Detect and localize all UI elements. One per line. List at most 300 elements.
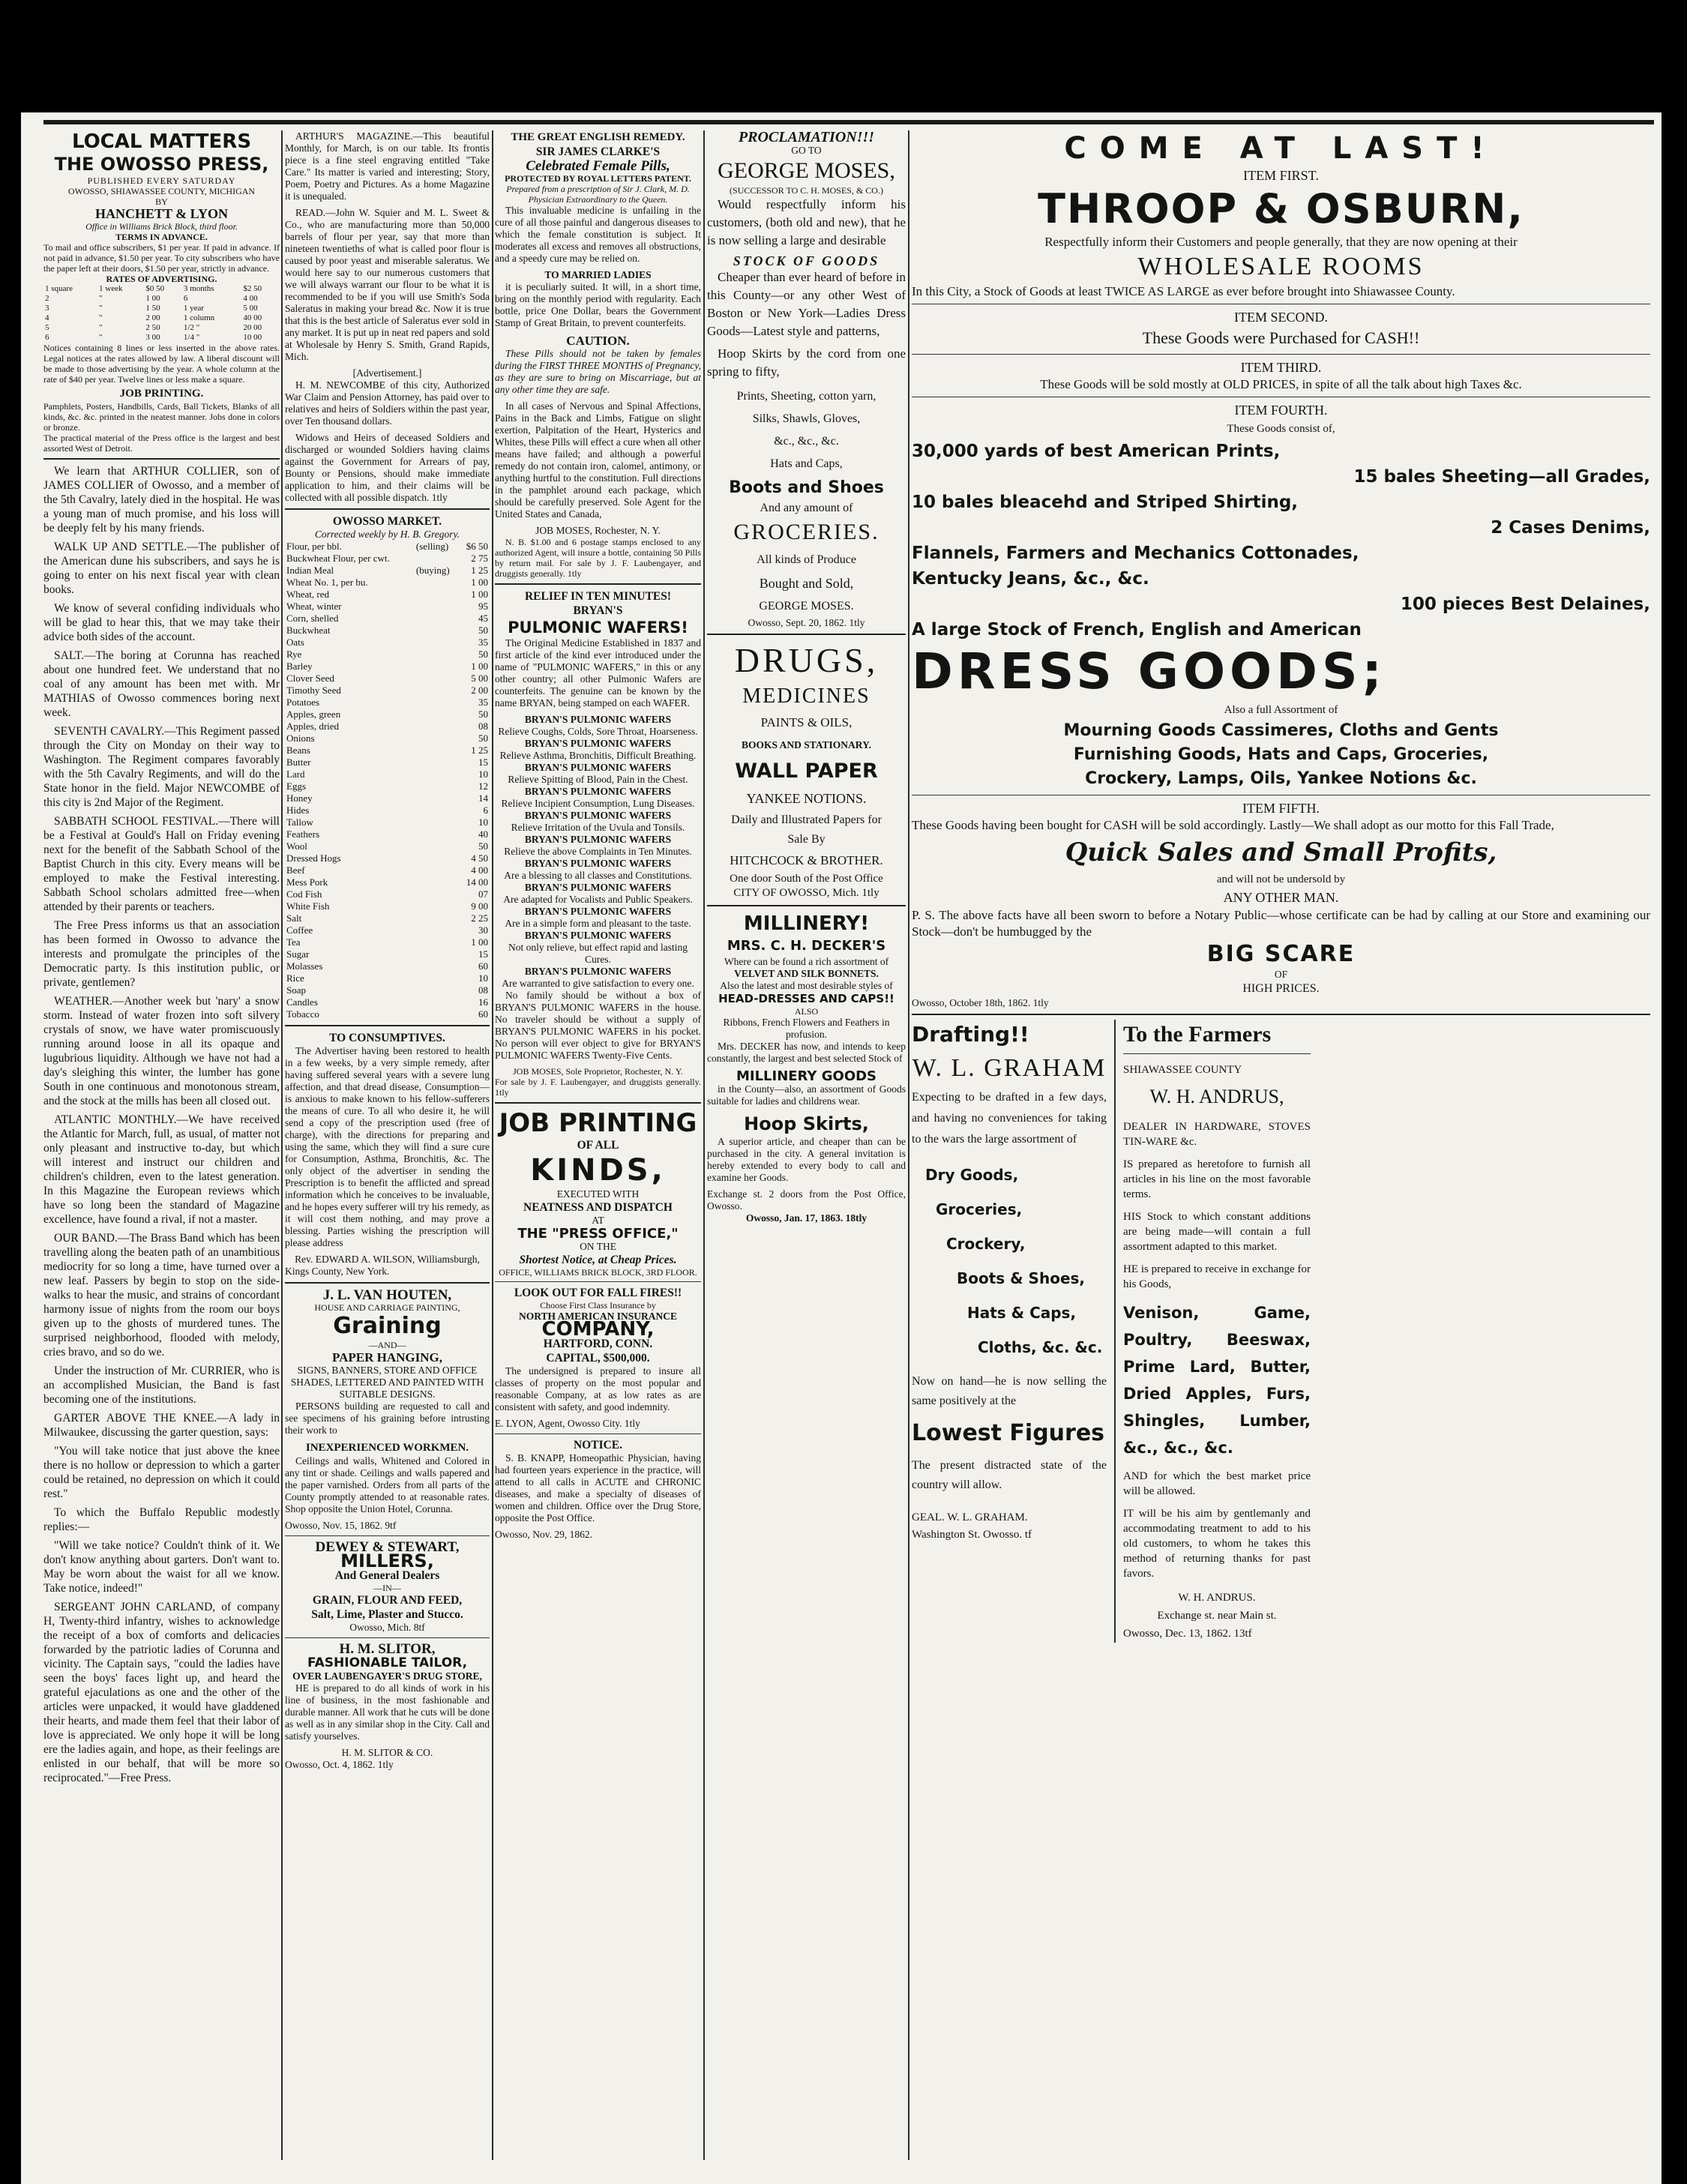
bottom-ads (912, 1020, 1650, 1643)
andrus-loc: Exchange st. near Main st. (1157, 1610, 1277, 1622)
rates-cell: 1/4 " (183, 333, 200, 342)
news-item: H. M. NEWCOMBE of this city, Authorized War Claim and Pension Attorney, has paid over to relatives and heirs of Soldiers within the past year, over Ten thousand dollars. (285, 379, 490, 427)
place: OWOSSO, SHIAWASSEE COUNTY, MICHIGAN (67, 186, 256, 196)
market-row (285, 768, 490, 780)
divider (285, 1282, 490, 1284)
market-row (285, 565, 490, 577)
market-row (285, 900, 490, 912)
decker-10: A superior article, and cheaper than can be purchased in the city. A general invitation is hereby extended to every body to call and examine her Goods. (707, 1136, 906, 1183)
throop-text2: In this City, a Stock of Goods at least TWICE AS LARGE as ever before brought into Shiawassee County. (912, 284, 1455, 298)
top-rule (43, 120, 1654, 124)
decker-7: Mrs. DECKER has now, and intends to keep constantly, the largest and best selected Stock of (707, 1041, 906, 1064)
moses-name: GEORGE MOSES, (718, 158, 895, 183)
slitor-sig: H. M. SLITOR & CO. (341, 1747, 433, 1758)
item-third: ITEM THIRD. (1240, 360, 1322, 375)
dewey-loc: Owosso, Mich. 8tf (349, 1622, 425, 1633)
market-cell: Coffee (286, 924, 313, 936)
graham-list-item: Crockery, (946, 1235, 1026, 1253)
market-cell: 16 (478, 996, 488, 1008)
rates-cell: 3 months (183, 284, 214, 293)
market-cell: Beans (286, 744, 310, 756)
news-item: SALT.—The boring at Corunna has reached about one hundred feet. We understand that no coal of any amount has been met with. Mr MATHIAS of Owosso commences boring next week. (43, 649, 280, 719)
market-cell: 1 25 (471, 744, 488, 756)
market-row (285, 948, 490, 960)
notice-text: S. B. KNAPP, Homeopathic Physician, having had fourteen years experience in the practice, will attend to all calls in ACUTE and CHRONIC diseases, and make a specialty of diseases of women and children. Office over the Drug Store, opposite the Post Office. (495, 1452, 701, 1523)
market-row (285, 984, 490, 996)
wafers-agent: JOB MOSES, Sole Proprietor, Rochester, N. Y. (513, 1066, 683, 1077)
moses-text8: And any amount of (760, 502, 853, 514)
divider (285, 1535, 490, 1536)
consumptives-sig: Rev. EDWARD A. WILSON, Williamsburgh, (295, 1254, 480, 1265)
rates-cell: 1 week (99, 284, 123, 293)
vanhouten-paper: PAPER HANGING, (331, 1350, 442, 1365)
market-sub: Corrected weekly by H. B. Gregory. (314, 529, 460, 540)
market-cell: Lard (286, 768, 305, 780)
hitch-medicines: MEDICINES (742, 685, 870, 708)
dewey-goods2: Salt, Lime, Plaster and Stucco. (311, 1608, 463, 1621)
wafer-item-head: BRYAN'S PULMONIC WAFERS (524, 834, 672, 845)
news-item: Widows and Heirs of deceased Soldiers and discharged or wounded Soldiers having claims against the Government for Arrears of pay, Bounty or Pensions, should make immediate application to him, and their claims will be collected with all possible dispatch. 1tly (285, 432, 490, 503)
wafer-item-head: BRYAN'S PULMONIC WAFERS (524, 906, 672, 917)
moses-sig: GEORGE MOSES. (759, 600, 854, 613)
decker-date: Owosso, Jan. 17, 1863. 18tly (745, 1212, 867, 1224)
market-cell: Buckwheat Flour, per cwt. (286, 553, 390, 564)
consist-line: These Goods consist of, (1227, 423, 1335, 435)
market-cell: 1 25 (471, 565, 488, 576)
wafer-item-text: Relieve Asthma, Bronchitis, Difficult Breathing. (499, 750, 697, 761)
news-item: OUR BAND.—The Brass Band which has been travelling along the beaten path of an unambitious mediocrity for so long a time, have turned over a new leaf. Passers by begin to stop on the side-walks to hear the music, and strains of concordant harmony issue of nights from the room our boys given up to the ghosts of murdered tunes. The surprised neighborhood, flooded with melody, cries bravo, and so do we. (43, 1232, 280, 1359)
market-cell: 2 25 (471, 912, 488, 924)
market-cell: Wheat, red (286, 589, 330, 600)
moses-text1: Would respectfully inform his customers, (both old and new), that he is now selling a large and desirable (707, 197, 906, 247)
wafer-item-text: Are a blessing to all classes and Constitutions. (504, 870, 692, 881)
market-cell (415, 948, 460, 960)
news-item: Under the instruction of Mr. CURRIER, who is an accomplished Musician, the Band is fast becoming one of the institutions. (43, 1365, 280, 1406)
wafer-item-head: BRYAN'S PULMONIC WAFERS (524, 786, 672, 797)
publishers: HANCHETT & LYON (94, 206, 229, 221)
market-row (285, 744, 490, 756)
market-cell: Tallow (286, 816, 313, 828)
market-cell (415, 900, 460, 912)
mourning-item: Crockery, Lamps, Oils, Yankee Notions &c. (1085, 769, 1477, 788)
market-row (285, 625, 490, 637)
market-row (285, 816, 490, 828)
rates-row (43, 333, 280, 343)
market-cell: 1 00 (471, 936, 488, 948)
market-cell: Honey (286, 792, 313, 804)
rates-cell: 10 00 (243, 333, 262, 342)
market-cell: $6 50 (466, 541, 488, 552)
market-cell: 60 (478, 1008, 488, 1020)
graham-list-item: Groceries, (936, 1200, 1023, 1218)
slitor-date: Owosso, Oct. 4, 1862. 1tly (285, 1759, 394, 1770)
rates-cell: 40 00 (243, 313, 262, 322)
market-cell: Soap (286, 984, 306, 996)
market-cell: Molasses (286, 960, 323, 972)
market-cell: 10 (478, 768, 488, 780)
divider (285, 508, 490, 510)
rates-cell: 1 column (183, 313, 215, 322)
decker-8: MILLINERY GOODS (736, 1068, 877, 1084)
market-cell: Flour, per bbl. (286, 541, 342, 552)
column-rule (703, 130, 705, 2160)
market-cell: Wheat No. 1, per bu. (286, 577, 368, 588)
goods-item: 15 bales Sheeting—all Grades, (1353, 467, 1650, 487)
market-cell (415, 912, 460, 924)
market-cell (415, 792, 460, 804)
vanhouten-text2: Ceilings and walls, Whitened and Colored in any tint or shade. Ceilings and walls papered and the paper varnished. Orders from all parts of the County promptly attended to at reasonable rates. Shop opposite the Union Hotel, Corunna. (285, 1455, 490, 1514)
graham-text2: Now on hand—he is now selling the same positively at the (912, 1375, 1107, 1407)
rates-cell: 2 00 (145, 313, 160, 322)
hitch-papers: Daily and Illustrated Papers for (731, 813, 882, 826)
market-cell: Cod Fish (286, 888, 322, 900)
goods-item: 100 pieces Best Delaines, (1400, 595, 1650, 614)
rates-cell: " (99, 304, 103, 313)
andrus-text3: HIS Stock to which constant additions are being made—will contain a full assortment adapted to this market. (1123, 1211, 1311, 1253)
throop-text6: and will not be undersold by (1216, 873, 1346, 885)
news-item: ATLANTIC MONTHLY.—We have received the Atlantic for March, full, as usual, of matter not only pleasant and instructive to-day, but which will interest and instruct our children and children's children, even to the latest generation. In this Magazine the European reviews which have so long been the standard of Magazine excellence, have found a rival, if not a master. (43, 1113, 280, 1226)
rates-cell: $2 50 (243, 284, 262, 293)
market-cell (415, 768, 460, 780)
market-row (285, 912, 490, 924)
proclamation: PROCLAMATION!!! (738, 130, 875, 145)
wafer-item-head: BRYAN'S PULMONIC WAFERS (524, 930, 672, 941)
slitor-name: H. M. SLITOR, (339, 1641, 436, 1657)
andrus-text5: AND for which the best market price will be allowed. (1123, 1470, 1311, 1497)
news-item: ARTHUR'S MAGAZINE.—This beautiful Monthly, for March, is on our table. Its frontis piece is a fine steel engraving entitled "Take Care." Its matter is varied and interesting; Story, Poem, Poetry and Pictures. As a home Magazine it is unequaled. (285, 130, 490, 202)
throop-text1: Respectfully inform their Customers and people generally, that they are now opening at their (1044, 235, 1518, 249)
market-cell: 30 (478, 924, 488, 936)
news-item: To which the Buffalo Republic modestly replies:— (43, 1506, 280, 1533)
moses-stock: STOCK OF GOODS (733, 253, 880, 268)
remedy-married: TO MARRIED LADIES (544, 269, 652, 280)
wafers-sale: For sale by J. F. Laubengayer, and druggists generally. 1tly (495, 1077, 701, 1098)
market-cell (415, 828, 460, 840)
andrus-name: W. H. ANDRUS, (1149, 1086, 1284, 1107)
graham-drafting: Drafting!! (912, 1022, 1029, 1047)
market-cell: Hides (286, 804, 310, 816)
market-cell (415, 840, 460, 852)
fire-sig: E. LYON, Agent, Owosso City. 1tly (495, 1418, 640, 1429)
relief-head: RELIEF IN TEN MINUTES! (524, 590, 672, 603)
wafer-item-head: BRYAN'S PULMONIC WAFERS (524, 810, 672, 821)
graham-lowest: Lowest Figures (912, 1420, 1105, 1446)
jobprint-neat: NEATNESS AND DISPATCH (523, 1201, 673, 1214)
divider (495, 1102, 701, 1104)
moses-text9: All kinds of Produce (757, 553, 856, 566)
market-cell: Tobacco (286, 1008, 319, 1020)
caution-head: CAUTION. (566, 334, 630, 348)
hitch-saleby: Sale By (787, 833, 826, 846)
slitor-trade: FASHIONABLE TAILOR, (307, 1655, 468, 1670)
moses-text4: Prints, Sheeting, cotton yarn, (736, 390, 876, 403)
by-line: BY (155, 196, 168, 207)
news-item: GARTER ABOVE THE KNEE.—A lady in Milwaukee, discussing the garter question, says: (43, 1412, 280, 1439)
market-cell: 14 (478, 792, 488, 804)
wafer-item-head: BRYAN'S PULMONIC WAFERS (524, 858, 672, 869)
dress-goods: DRESS GOODS; (912, 643, 1386, 700)
remedy-prep: Prepared from a prescription of Sir J. Clark, M. D. Physician Extraordinary to the Queen. (506, 184, 690, 205)
column-throop-osburn (912, 130, 1650, 2160)
masthead-title: THE OWOSSO PRESS, (54, 154, 269, 175)
rates-row (43, 313, 280, 323)
graham-list-item: Dry Goods, (925, 1166, 1019, 1184)
moses-text6: &c., &c., &c. (774, 435, 839, 448)
wafers-close: No family should be without a box of BRYAN'S PULMONIC WAFERS in the house. No traveler should be without a supply of BRYAN'S PULMONIC WAFERS in his pocket. No person will ever object to give for BRYAN'S PULMONIC WAFERS Twenty-Five Cents. (495, 990, 701, 1061)
job-note: The practical material of the Press office is the largest and best assorted West of Detroit. (43, 433, 280, 454)
news-item: The Free Press informs us that an association has been formed in Owosso to advance the interests and promulgate the principles of the Democratic party. Is this institution public, or private, gentlemen? (43, 919, 280, 989)
market-cell: 1 00 (471, 577, 488, 588)
jobprint-head: JOB PRINTING (499, 1108, 697, 1138)
market-cell: (buying) (415, 565, 450, 576)
market-row (285, 876, 490, 888)
market-cell: 1 00 (471, 661, 488, 672)
throop-ps: P. S. The above facts have all been sworn to before a Notary Public—whose certificate can be had by calling at our Store and examining our Stock—don't be humbugged by the (912, 908, 1650, 939)
market-cell: 60 (478, 960, 488, 972)
market-row (285, 661, 490, 673)
market-cell: Oats (286, 637, 304, 648)
moses-succ: (SUCCESSOR TO C. H. MOSES, & CO.) (730, 185, 883, 196)
graham-list-item: Boots & Shoes, (957, 1269, 1086, 1287)
andrus-text4: HE is prepared to receive in exchange for his Goods, (1123, 1263, 1311, 1290)
market-row (285, 553, 490, 565)
market-cell (415, 577, 460, 589)
hitch-paints: PAINTS & OILS, (760, 715, 852, 729)
market-row (285, 541, 490, 553)
market-cell: 35 (478, 697, 488, 708)
jobprint-kinds: KINDS, (530, 1153, 666, 1188)
andrus-produce: Venison, Game, Poultry, Beeswax, Prime Lard, Butter, Dried Apples, Furs, Shingles, Lumber, &c., &c., &c. (1123, 1304, 1311, 1457)
news-item: We learn that ARTHUR COLLIER, son of JAMES COLLIER of Owosso, and a member of the 5th Cavalry, lately died in the hospital. He was a young man of much promise, and his loss will be deeply felt by his many friends. (43, 465, 280, 535)
rates-row (43, 294, 280, 304)
wafer-item-head: BRYAN'S PULMONIC WAFERS (524, 714, 672, 725)
hitch-city: CITY OF OWOSSO, Mich. 1tly (733, 887, 879, 899)
market-cell: Wheat, winter (286, 601, 342, 612)
market-cell: 4 00 (471, 864, 488, 876)
market-cell: 2 75 (471, 553, 488, 564)
news-item: "You will take notice that just above the knee there is no hollow or depression to which a garter could be retained, no depression on which it could rest." (43, 1445, 280, 1500)
caution-text2: In all cases of Nervous and Spinal Affections, Pains in the Back and Limbs, Fatigue on slight exertion, Palpitation of the Heart, Hysterics and Whites, these Pills will effect a cure when all other means have failed; and although a powerful remedy do not contain iron, calomel, antimony, or anything hurtful to the constitution. Full directions in the pamphlet around each package, which should be carefully preserved. Sole Agent for the United States and Canada, (495, 400, 701, 520)
market-row (285, 780, 490, 792)
hitch-name: HITCHCOCK & BROTHER. (730, 853, 883, 867)
decker-name: MRS. C. H. DECKER'S (727, 938, 886, 954)
divider (707, 634, 906, 635)
andrus-text1: DEALER IN HARDWARE, STOVES TIN-WARE &c. (1123, 1121, 1311, 1148)
graham-list (925, 1158, 1107, 1365)
office-line: Office in Williams Brick Block, third floor. (85, 221, 238, 232)
market-cell (415, 888, 460, 900)
fire-co3: HARTFORD, CONN. (543, 1338, 653, 1350)
andrus-ad (1123, 1020, 1311, 1643)
rates-table (43, 284, 280, 343)
rates-row (43, 284, 280, 294)
column-three (495, 130, 701, 2160)
pub-line: PUBLISHED EVERY SATURDAY (87, 175, 236, 186)
market-cell (415, 709, 460, 721)
market-row (285, 637, 490, 649)
remedy-text: This invaluable medicine is unfailing in the cure of all those painful and dangerous diseases to which the female constitution is subject. It moderates all excess and removes all obstructions, and a speedy cure may be relied on. (495, 205, 701, 264)
hitch-notions: YANKEE NOTIONS. (746, 791, 867, 806)
market-cell: Feathers (286, 828, 320, 840)
graham-text3: The present distracted state of the country will allow. (912, 1459, 1107, 1491)
item-second: ITEM SECOND. (1234, 310, 1328, 325)
mourning-list (912, 719, 1650, 791)
moses-groceries: GROCERIES. (733, 520, 879, 544)
dewey-millers: MILLERS, (340, 1550, 434, 1571)
moses-text3: Hoop Skirts by the cord from one spring to fifty, (707, 346, 906, 379)
decker-6: Ribbons, French Flowers and Feathers in profusion. (723, 1017, 890, 1040)
market-row (285, 709, 490, 721)
any-other-man: ANY OTHER MAN. (1223, 890, 1339, 905)
dewey-dealers: And General Dealers (334, 1569, 440, 1582)
vanhouten-and: —AND— (368, 1340, 406, 1350)
andrus-sig: W. H. ANDRUS. (1178, 1592, 1256, 1604)
job-head: JOB PRINTING. (119, 388, 204, 400)
wafer-item-text: Are warranted to give satisfaction to every one. (502, 978, 694, 989)
rates-cell: " (99, 313, 103, 322)
market-cell (415, 924, 460, 936)
market-cell: Clover Seed (286, 673, 334, 684)
wafer-item-text: Are adapted for Vocalists and Public Speakers. (503, 894, 693, 905)
market-head: OWOSSO MARKET. (332, 515, 442, 528)
market-cell (415, 685, 460, 697)
also-line: Also a full Assortment of (1224, 704, 1338, 716)
moses-text10: Bought and Sold, (759, 576, 854, 591)
market-cell: 2 00 (471, 685, 488, 696)
moses-text7: Hats and Caps, (770, 457, 843, 470)
market-row (285, 601, 490, 613)
market-cell: 1 00 (471, 589, 488, 600)
market-row (285, 888, 490, 900)
goods-item: Flannels, Farmers and Mechanics Cottonades, (912, 544, 1359, 563)
market-cell: 35 (478, 637, 488, 648)
hitch-books: BOOKS AND STATIONARY. (742, 739, 871, 750)
market-row (285, 589, 490, 601)
market-cell (415, 996, 460, 1008)
market-cell: Beef (286, 864, 305, 876)
item-first: ITEM FIRST. (1243, 168, 1319, 183)
market-row (285, 1008, 490, 1020)
goods-item: A large Stock of French, English and American (912, 620, 1362, 640)
vanhouten-signs: SIGNS, BANNERS, STORE AND OFFICE SHADES, LETTERED AND PAINTED WITH SUITABLE DESIGNS. (290, 1365, 484, 1400)
item-fourth: ITEM FOURTH. (1234, 403, 1328, 418)
market-cell: Potatoes (286, 697, 320, 708)
fire-text: The undersigned is prepared to insure all classes of property on the most popular and reasonable Company, at as low rates as are consistent with safety, and good indemnity. (495, 1365, 701, 1413)
rates-cell: 3 (45, 304, 49, 313)
throop-text3: These Goods will be sold mostly at OLD PRICES, in spite of all the talk about high Taxes &c. (1040, 377, 1522, 391)
market-cell: 6 (483, 804, 488, 816)
divider (285, 1025, 490, 1026)
jobprint-at: AT (592, 1215, 604, 1226)
market-cell: 50 (478, 732, 488, 744)
market-row (285, 960, 490, 972)
fire-co2: COMPANY, (541, 1318, 655, 1341)
market-row (285, 852, 490, 864)
market-cell (415, 732, 460, 744)
goods-list (912, 439, 1650, 643)
graham-sig: GEAL. W. L. GRAHAM. (912, 1511, 1028, 1523)
wafer-item-text: Relieve Incipient Consumption, Lung Diseases. (501, 798, 695, 809)
adv-label: [Advertisement.] (352, 367, 422, 379)
market-cell: Timothy Seed (286, 685, 341, 696)
goods-item: 10 bales bleacehd and Striped Shirting, (912, 493, 1299, 512)
market-cell (415, 601, 460, 613)
rates-cell: 20 00 (243, 323, 262, 332)
rates-cell: 1 square (45, 284, 73, 293)
market-cell (415, 864, 460, 876)
market-cell: Rice (286, 972, 304, 984)
consumptives-text: The Advertiser having been restored to health in a few weeks, by a very simple remedy, after having suffered several years with a severe lung affection, and that dread disease, Consumption—is anxious to make known to his fellow-sufferers the means of cure. To all who desire it, he will send a copy of the prescription used (free of charge), with the directions for preparing and using the same, which they will find a sure cure for Consumption, Asthma, Bronchitis, &c. The only object of the advertiser in sending the Prescription is to benefit the afflicted and spread information which he conceives to be invaluable, and he hopes every sufferer will try his remedy, as it will cost them nothing, and may prove a blessing. Parties wishing the prescription will please address (285, 1045, 490, 1248)
notice-head: NOTICE. (573, 1439, 623, 1452)
goods-item: 2 Cases Denims, (1491, 518, 1650, 538)
jobprint-on: ON THE (580, 1241, 616, 1252)
wafer-item-head: BRYAN'S PULMONIC WAFERS (524, 762, 672, 773)
newspaper-page (21, 112, 1662, 2184)
column-local-matters (43, 130, 280, 2160)
market-cell (415, 649, 460, 661)
fire-co1: NORTH AMERICAN INSURANCE (518, 1311, 678, 1322)
decker-3: Also the latest and most desirable styles of (720, 980, 893, 991)
mourning-item: Mourning Goods Cassimeres, Cloths and Gents (1063, 721, 1499, 740)
market-cell: 50 (478, 709, 488, 720)
news-item: "Will we take notice? Couldn't think of it. We don't know anything about garters. Don't want to. May be worn about the waist for all we know. Take notice, indeed!" (43, 1539, 280, 1595)
market-cell (415, 1008, 460, 1020)
market-cell: Butter (286, 756, 311, 768)
rates-head: RATES OF ADVERTISING. (106, 274, 217, 284)
rates-cell: 2 50 (145, 323, 160, 332)
rates-cell: 4 00 (243, 294, 258, 303)
market-row (285, 972, 490, 984)
news-item: READ.—John W. Squier and M. L. Sweet & Co., who are manufacturing more than 50,000 barrels of flour per year, say that more than nineteen twentieths of what is called poor flour is caused by poor yeast and miserable saleratus. We would here say to our numerous customers that we will always warrant our flour to be what it is recommended to be if you will use Smith's Soda Saleratus in making your bread &c. Now it is true that this is the best article of Saleratus ever sold in any market. It is put up in neat red papers and sold at Wholesale by Henry S. Smith, Grand Rapids, Mich. (285, 207, 490, 362)
market-cell (415, 661, 460, 673)
market-cell (415, 984, 460, 996)
rates-cell: 2 (45, 294, 49, 303)
wafer-item-text: Relieve Coughs, Colds, Sore Throat, Hoarseness. (498, 726, 698, 737)
vanhouten-date: Owosso, Nov. 15, 1862. 9tf (285, 1520, 397, 1531)
rates-cell: 5 (45, 323, 49, 332)
fire-head: LOOK OUT FOR FALL FIRES!! (514, 1287, 682, 1299)
market-cell (415, 780, 460, 792)
go-to: GO TO (791, 145, 822, 156)
market-cell: Apples, dried (286, 721, 340, 732)
market-row (285, 864, 490, 876)
item-fifth: ITEM FIFTH. (1242, 801, 1320, 816)
decker-2: VELVET AND SILK BONNETS. (734, 968, 879, 979)
rates-row (43, 304, 280, 313)
market-cell (415, 816, 460, 828)
throop-name: THROOP & OSBURN, (1038, 185, 1524, 232)
rates-cell: $0 50 (145, 284, 165, 293)
market-cell: 12 (478, 780, 488, 792)
caution-note: N. B. $1.00 and 6 postage stamps enclosed to any authorized Agent, will insure a bottle, containing 50 Pills by return mail. For sale by J. F. Laubengayer, and druggists generally. 1tly (495, 537, 701, 579)
remedy-name: SIR JAMES CLARKE'S (535, 145, 661, 158)
market-row (285, 924, 490, 936)
mourning-item: Furnishing Goods, Hats and Caps, Groceries, (1073, 745, 1489, 764)
market-row (285, 732, 490, 744)
graham-ad (912, 1020, 1107, 1643)
column-rule (281, 130, 283, 2160)
come-at-last: COME AT LAST! (1064, 131, 1498, 166)
market-cell: 07 (478, 888, 488, 900)
rates-cell: " (99, 323, 103, 332)
market-cell: Apples, green (286, 709, 341, 720)
andrus-date: Owosso, Dec. 13, 1862. 13tf (1123, 1628, 1252, 1640)
market-cell: Salt (286, 912, 302, 924)
news-item: SEVENTH CAVALRY.—This Regiment passed through the City on Monday on their way to Washington. The Regiment compares favorably with the 5th Cavalry Regiments, and will do the State honor in the field. Major NEWCOMBE of this city is 2nd Major of the Regiment. (43, 725, 280, 809)
column-four (707, 130, 906, 2160)
graham-text1: Expecting to be drafted in a few days, and having no conveniences for taking to the wars the large assortment of (912, 1091, 1107, 1146)
market-row (285, 804, 490, 816)
